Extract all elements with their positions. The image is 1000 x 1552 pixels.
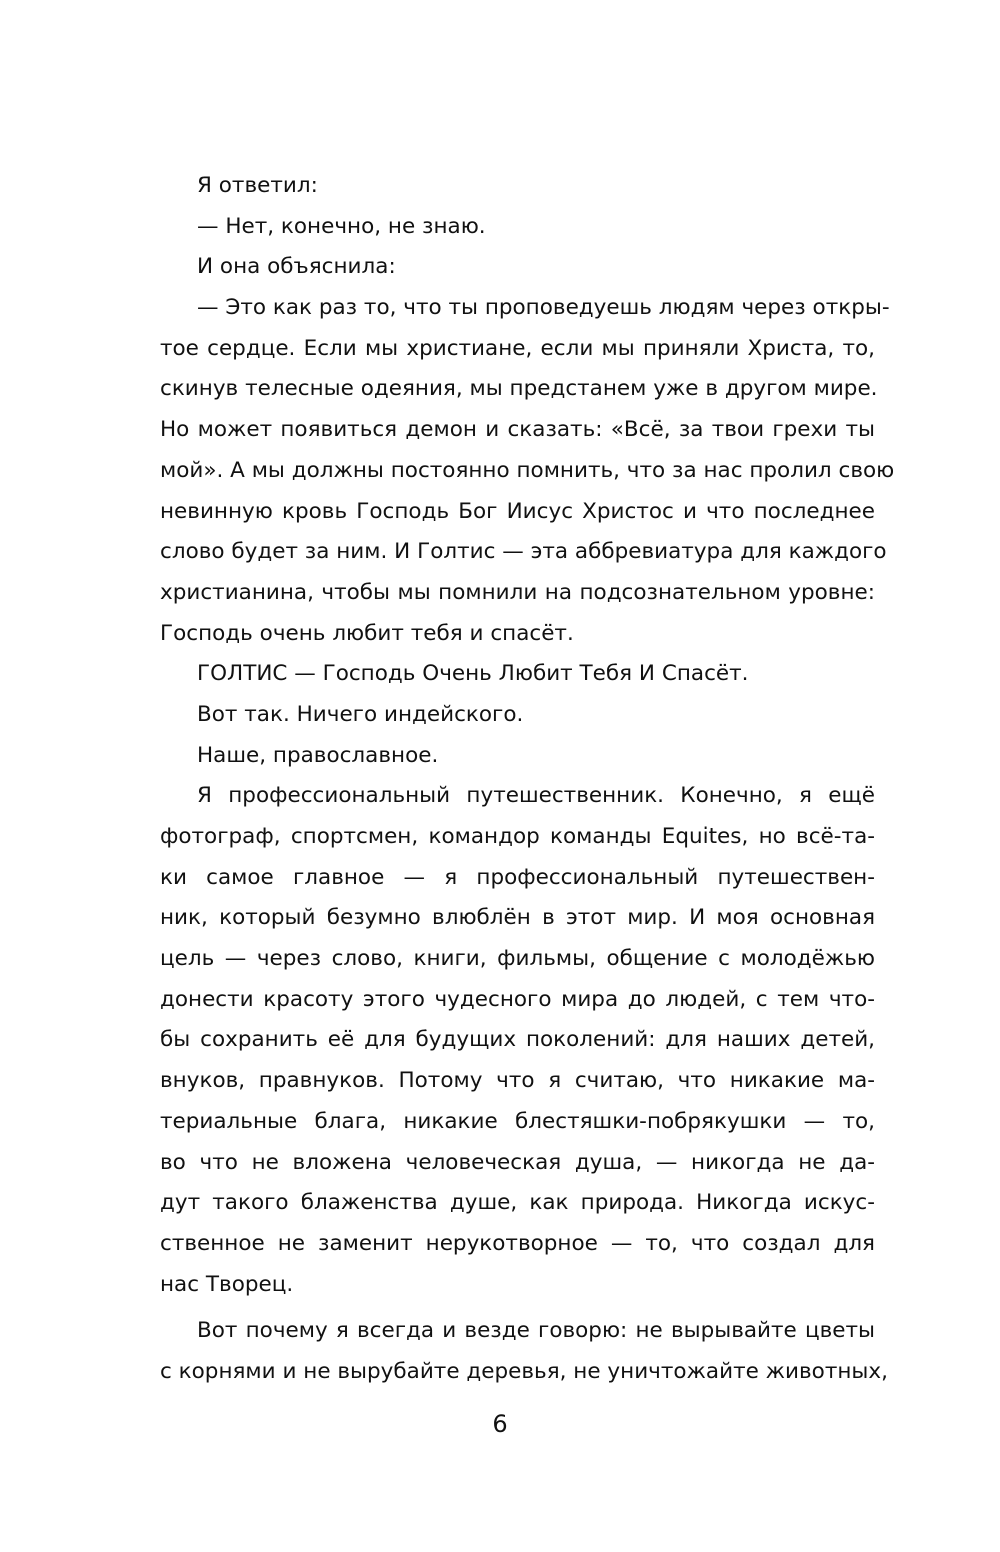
paragraph xyxy=(160,654,875,695)
text-line: — Нет, конечно, не знаю. xyxy=(197,213,486,239)
text-line: Вот почему я всегда и везде говорю: не вырывайте цветы xyxy=(197,1318,875,1344)
text-line: мой». А мы должны постоянно помнить, что за нас пролил свою xyxy=(160,457,895,483)
paragraph xyxy=(160,695,875,736)
text-line: с корнями и не вырубайте деревья, не уничтожайте животных, xyxy=(160,1358,888,1384)
text-line: И она объяснила: xyxy=(197,254,396,280)
text-line: ки самое главное — я профессиональный путешествен- xyxy=(160,864,875,890)
body-text xyxy=(160,166,895,1393)
paragraph xyxy=(160,288,895,654)
text-line: ник, который безумно влюблён в этот мир. И моя основная xyxy=(160,905,875,931)
paragraph xyxy=(160,1311,888,1392)
text-line: ГОЛТИС — Господь Очень Любит Тебя И Спасёт. xyxy=(197,661,749,687)
text-line: Но может появиться демон и сказать: «Всё, за твои грехи ты xyxy=(160,417,875,443)
page-number: 6 xyxy=(492,1410,508,1438)
text-line: — Это как раз то, что ты проповедуешь людям через откры- xyxy=(197,295,890,321)
text-line: христианина, чтобы мы помнили на подсознательном уровне: xyxy=(160,579,875,605)
text-line: нас Творец. xyxy=(160,1271,294,1297)
text-line: ственное не заменит нерукотворное — то, что создал для xyxy=(160,1230,875,1256)
text-line: Вот так. Ничего индейского. xyxy=(197,701,524,727)
paragraph xyxy=(160,736,875,777)
text-line: невинную кровь Господь Бог Иисус Христос и что последнее xyxy=(160,498,875,524)
text-line: во что не вложена человеческая душа, — никогда не да- xyxy=(160,1149,875,1175)
paragraph xyxy=(160,247,875,288)
text-line: дут такого блаженства душе, как природа. Никогда искус- xyxy=(160,1190,875,1216)
text-line: слово будет за ним. И Голтис — эта аббревиатура для каждого xyxy=(160,539,887,565)
text-line: Господь очень любит тебя и спасёт. xyxy=(160,620,574,646)
text-line: Наше, православное. xyxy=(197,742,439,768)
paragraph xyxy=(160,776,875,1305)
text-line: внуков, правнуков. Потому что я считаю, что никакие ма- xyxy=(160,1068,875,1094)
paragraph xyxy=(160,166,875,207)
text-line: бы сохранить её для будущих поколений: для наших детей, xyxy=(160,1027,875,1053)
text-line: Я ответил: xyxy=(197,173,318,198)
text-line: териальные блага, никакие блестяшки-побрякушки — то, xyxy=(160,1108,875,1134)
text-line: донести красоту этого чудесного мира до людей, с тем что- xyxy=(160,986,875,1012)
text-line: скинув телесные одеяния, мы предстанем уже в другом мире. xyxy=(160,376,878,402)
text-line: Я профессиональный путешественник. Конечно, я ещё xyxy=(197,783,875,809)
text-line: фотограф, спортсмен, командор команды Equites, но всё-та- xyxy=(160,824,875,849)
paragraph xyxy=(160,207,875,248)
text-line: цель — через слово, книги, фильмы, общение с молодёжью xyxy=(160,946,875,972)
text-line: тое сердце. Если мы христиане, если мы приняли Христа, то, xyxy=(160,335,875,361)
